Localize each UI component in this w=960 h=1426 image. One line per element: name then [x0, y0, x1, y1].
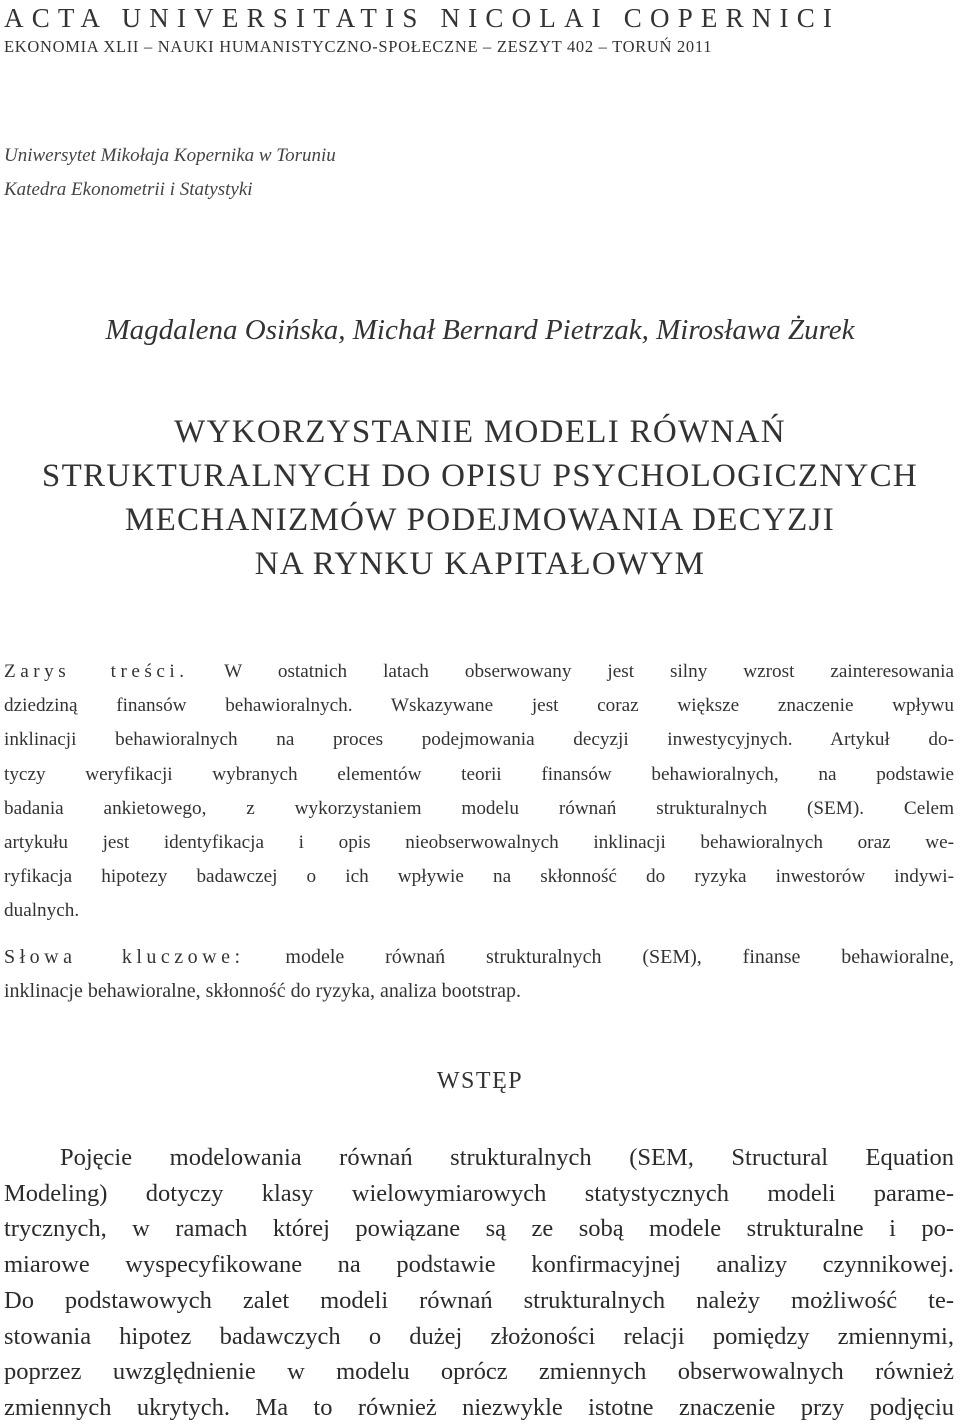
title-line: STRUKTURALNYCH DO OPISU PSYCHOLOGICZNYCH — [41, 458, 919, 494]
body-line: Pojęcie modelowania równań strukturalnych (SEM, Structural Equation — [60, 1144, 954, 1171]
body-line: Do podstawowych zalet modeli równań strukturalnych należy możliwość te- — [4, 1286, 954, 1314]
body-line: Modeling) dotyczy klasy wielowymiarowych statystycznych modeli parame- — [4, 1179, 954, 1207]
body-line: miarowe wyspecyfikowane na podstawie konfirmacyjnej analizy czynnikowej. — [4, 1251, 954, 1279]
title-line: NA RYNKU KAPITAŁOWYM — [254, 546, 706, 582]
abstract-line: tyczy weryfikacji wybranych elementów teorii finansów behawioralnych, na podstawie — [4, 763, 954, 785]
article-title — [0, 410, 960, 586]
keywords — [4, 940, 954, 1008]
section-heading: WSTĘP — [436, 1068, 524, 1094]
section-body — [4, 1140, 954, 1426]
abstract-label: Zarys treści. — [4, 661, 189, 682]
keywords-line — [4, 940, 954, 974]
abstract-line: dualnych. — [4, 900, 80, 922]
journal-title: ACTA UNIVERSITATIS NICOLAI COPERNICI — [4, 3, 841, 33]
abstract-text: W ostatnich latach obserwowany jest silny wzrost zainteresowania — [224, 661, 954, 682]
title-line: MECHANIZMÓW PODEJMOWANIA DECYZJI — [124, 502, 836, 538]
abstract-line — [4, 655, 954, 689]
journal-series: EKONOMIA XLII – NAUKI HUMANISTYCZNO-SPOŁECZNE – ZESZYT 402 – TORUŃ 2011 — [4, 37, 713, 56]
abstract-line: ryfikacja hipotezy badawczej o ich wpływie na skłonność do ryzyka inwestorów indywi- — [4, 866, 954, 888]
abstract — [4, 655, 954, 929]
abstract-line: inklinacji behawioralnych na proces podejmowania decyzji inwestycyjnych. Artykuł do- — [4, 729, 954, 751]
abstract-line: dziedziną finansów behawioralnych. Wskazywane jest coraz większe znaczenie wpływu — [4, 695, 954, 717]
keywords-text: modele równań strukturalnych (SEM), finanse behawioralne, — [285, 946, 954, 968]
title-line: WYKORZYSTANIE MODELI RÓWNAŃ — [174, 414, 786, 450]
keywords-line: inklinacje behawioralne, skłonność do ryzyka, analiza bootstrap. — [4, 980, 522, 1002]
affiliation-university: Uniwersytet Mikołaja Kopernika w Toruniu — [4, 145, 336, 166]
authors: Magdalena Osińska, Michał Bernard Pietrzak, Mirosława Żurek — [105, 314, 855, 346]
body-line: zmiennych ukrytych. Ma to również niezwykle istotne znaczenie przy podjęciu — [4, 1393, 954, 1421]
abstract-line: badania ankietowego, z wykorzystaniem modelu równań strukturalnych (SEM). Celem — [4, 797, 954, 819]
body-line: trycznych, w ramach której powiązane są ze sobą modele strukturalne i po- — [4, 1215, 954, 1243]
body-line: stowania hipotez badawczych o dużej złożoności relacji pomiędzy zmiennymi, — [4, 1322, 954, 1350]
abstract-line: artykułu jest identyfikacja i opis nieobserwowalnych inklinacji behawioralnych oraz we- — [4, 832, 954, 854]
body-line: poprzez uwzględnienie w modelu oprócz zmiennych obserwowalnych również — [4, 1358, 954, 1386]
keywords-label: Słowa kluczowe: — [4, 946, 245, 968]
affiliation-department: Katedra Ekonometrii i Statystyki — [4, 179, 253, 200]
